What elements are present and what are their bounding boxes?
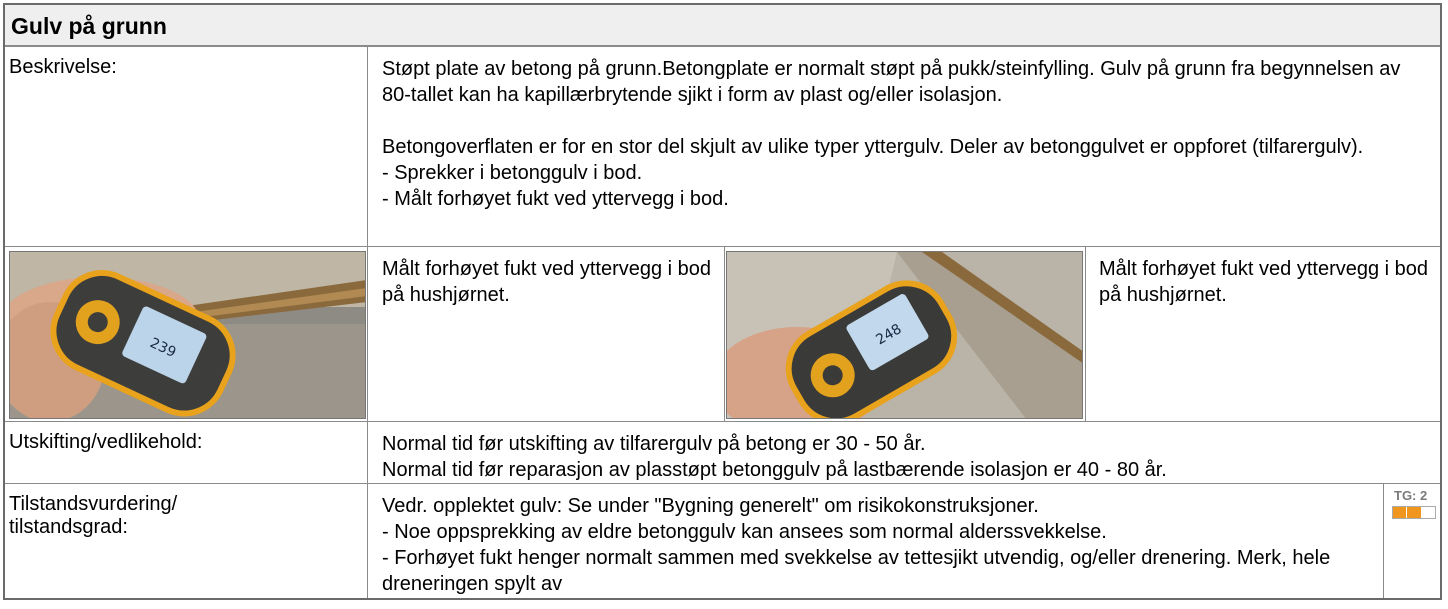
description-row — [5, 47, 1440, 247]
section-title: Gulv på grunn — [11, 13, 167, 39]
condition-grade-label: TG: 2 — [1394, 488, 1428, 503]
description-bullet: - Sprekker i betonggulv i bod. — [382, 162, 643, 184]
condition-report-section — [3, 3, 1442, 600]
photo-caption: Målt forhøyet fukt ved yttervegg i bod på hushjørnet. — [1099, 258, 1429, 306]
meter-reading: 248 — [873, 321, 905, 349]
column-divider — [1085, 247, 1086, 421]
condition-line: - Forhøyet fukt henger normalt sammen med svekkelse av tettesjikt utvendig, og/eller drenering. Merk, hele dreneringen spylt av — [382, 547, 1331, 595]
column-divider — [367, 247, 368, 421]
condition-grade-badge — [1383, 484, 1440, 598]
section-header — [5, 5, 1440, 47]
description-paragraph: Betongoverflaten er for en stor del skjult av ulike typer yttergulv. Deler av betonggulvet er oppforet (tilfarergulv). — [382, 136, 1364, 158]
condition-row — [5, 484, 1440, 598]
condition-text — [382, 493, 1372, 597]
grade-segment — [1393, 507, 1407, 518]
condition-label: Tilstandsvurdering/ tilstandsgrad: — [9, 493, 178, 538]
moisture-meter-photo — [9, 251, 366, 419]
moisture-meter-photo — [726, 251, 1083, 419]
grade-segment — [1422, 507, 1435, 518]
description-text — [382, 56, 1432, 212]
description-paragraph: Støpt plate av betong på grunn.Betongplate er normalt støpt på pukk/steinfylling. Gulv på grunn fra begynnelsen av 80-tallet kan ha kapillærbrytende sjikt i form av plast og/eller isolasjon. — [382, 58, 1401, 106]
replacement-line: Normal tid før utskifting av tilfarergulv på betong er 30 - 50 år. — [382, 433, 926, 455]
column-divider — [724, 247, 725, 421]
condition-line: - Noe oppsprekking av eldre betonggulv kan ansees som normal alderssvekkelse. — [382, 521, 1107, 543]
meter-reading: 239 — [147, 335, 179, 361]
replacement-text — [382, 431, 1432, 483]
description-bullet: - Målt forhøyet fukt ved yttervegg i bod. — [382, 188, 729, 210]
replacement-label: Utskifting/vedlikehold: — [9, 431, 203, 453]
photo-row — [5, 247, 1440, 422]
grade-segment — [1407, 507, 1421, 518]
condition-grade-bar — [1392, 506, 1436, 519]
column-divider — [367, 47, 368, 246]
replacement-row — [5, 422, 1440, 484]
column-divider — [367, 422, 368, 483]
condition-line: Vedr. opplektet gulv: Se under "Bygning generelt" om risikokonstruksjoner. — [382, 495, 1039, 517]
column-divider — [367, 484, 368, 598]
photo-caption: Målt forhøyet fukt ved yttervegg i bod på hushjørnet. — [382, 258, 712, 306]
replacement-line: Normal tid før reparasjon av plasstøpt betonggulv på lastbærende isolasjon er 40 - 80 år. — [382, 459, 1167, 481]
description-label: Beskrivelse: — [9, 56, 117, 78]
